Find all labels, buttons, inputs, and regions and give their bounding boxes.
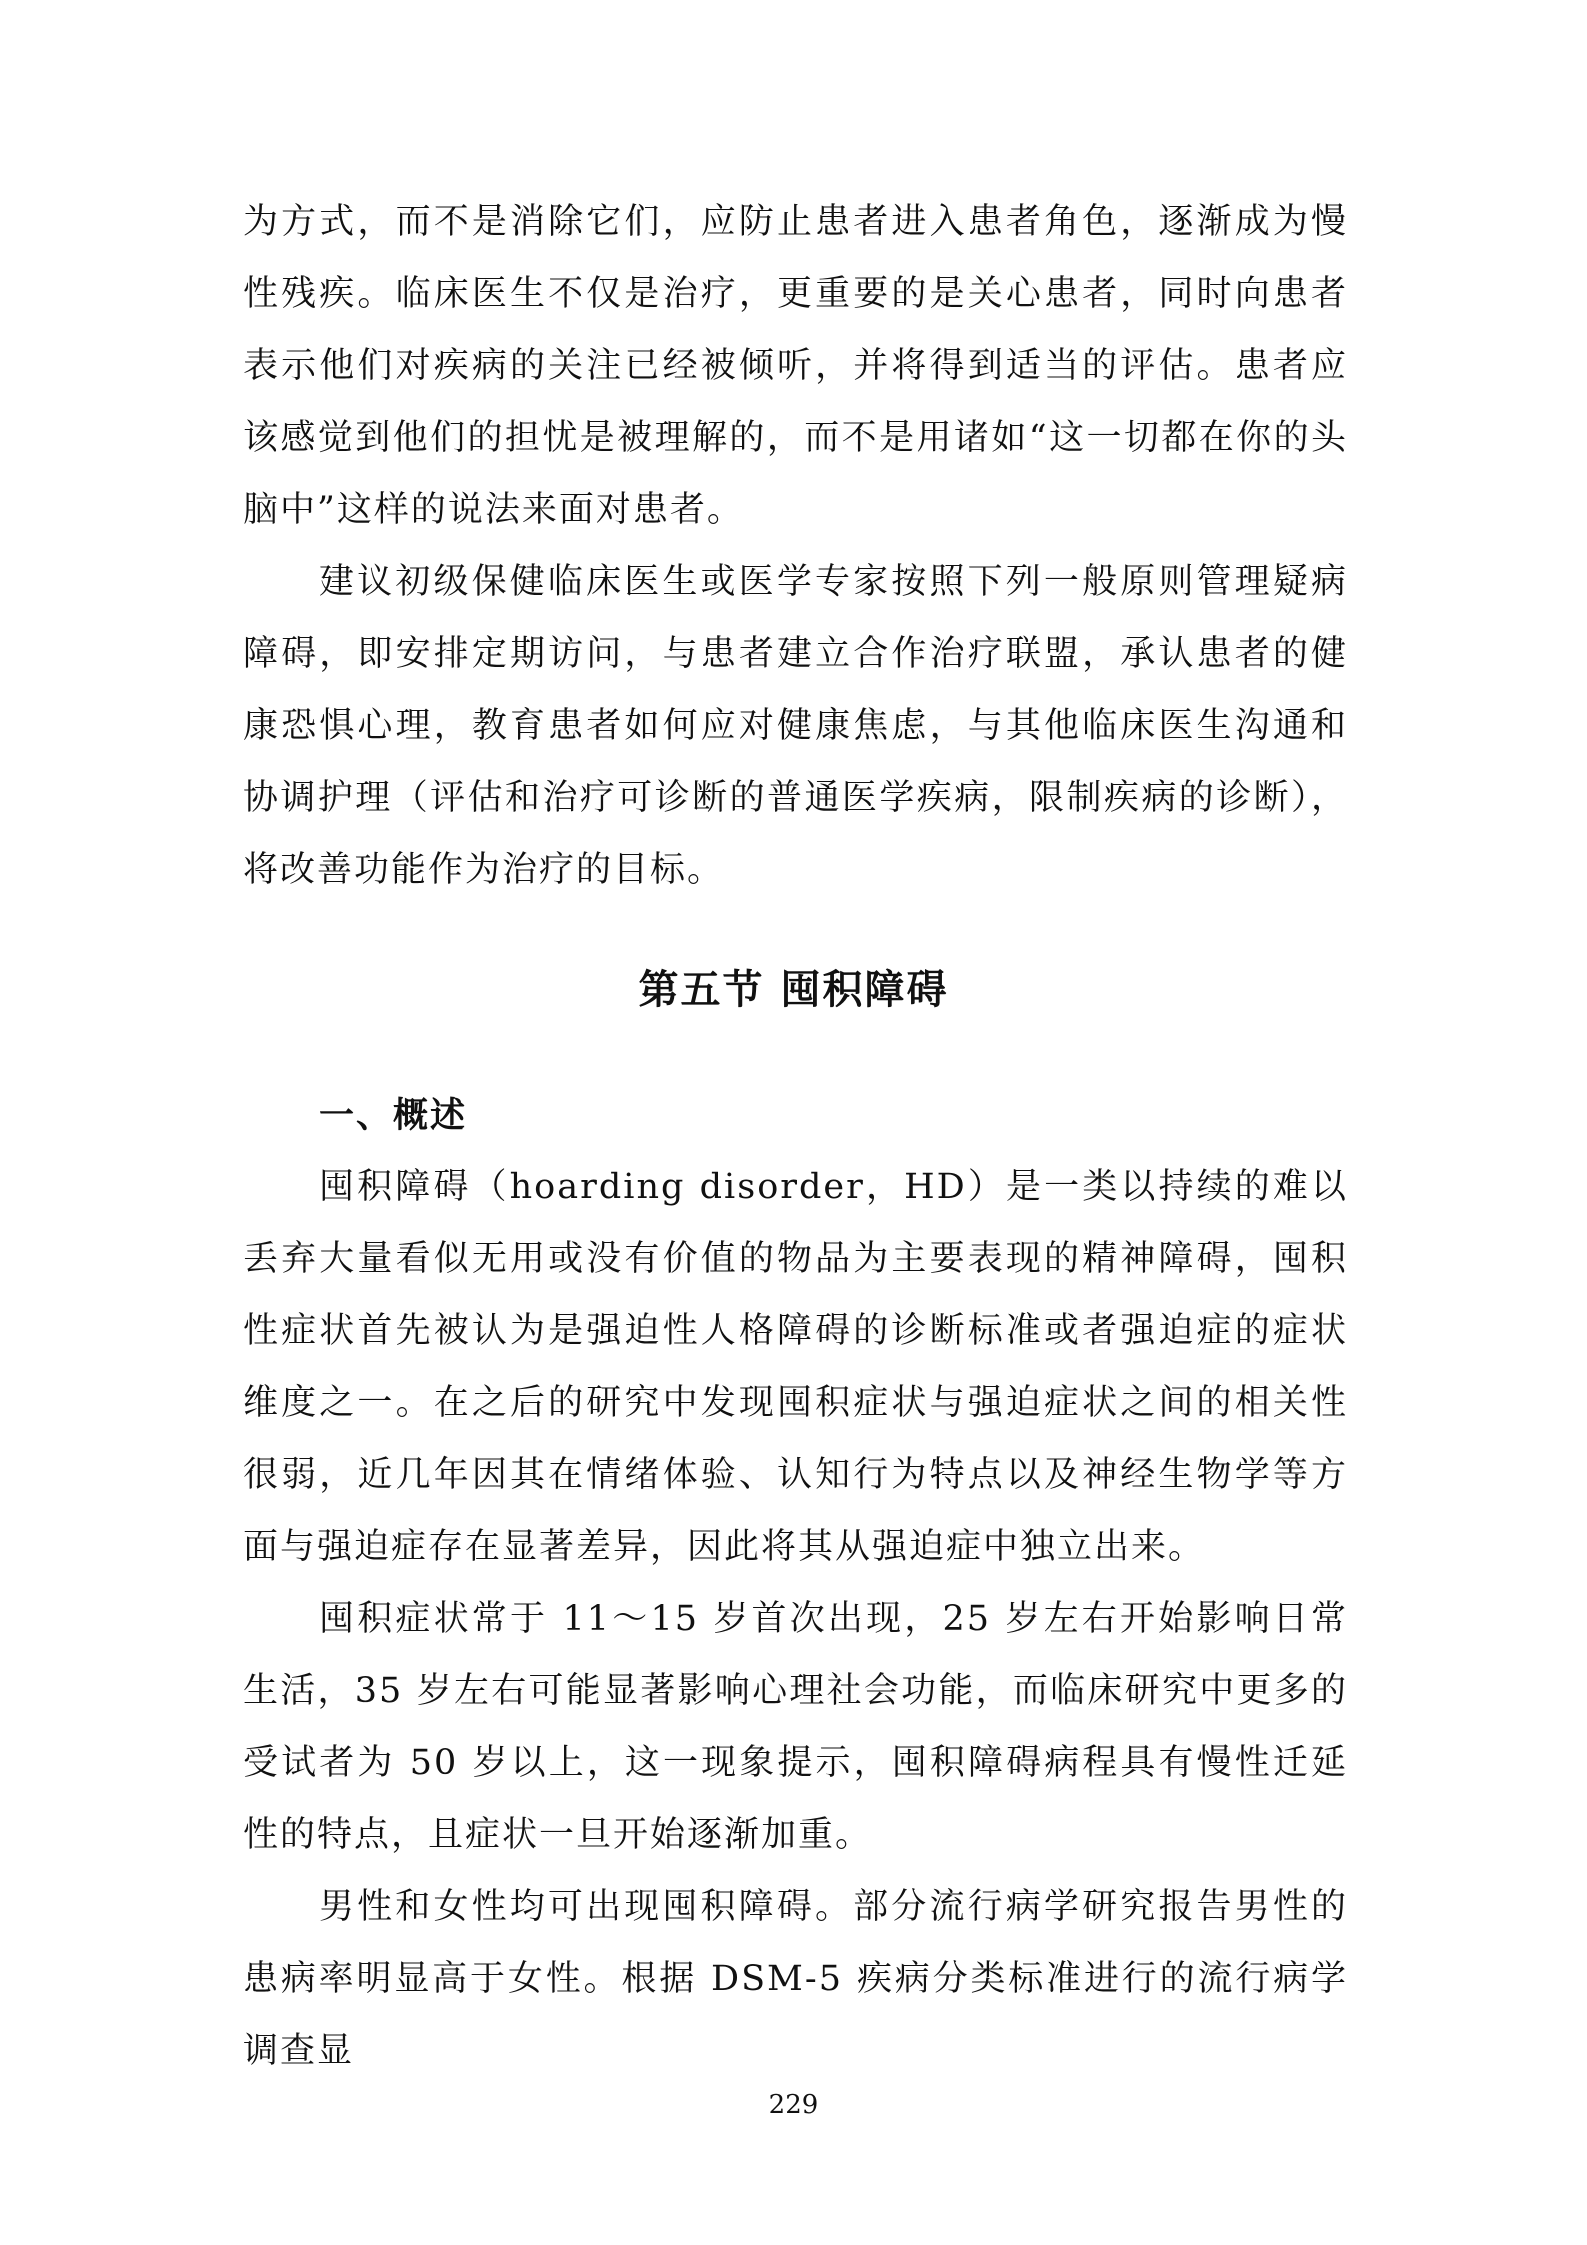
subsection-title: 一、概述 — [319, 1096, 468, 1136]
paragraph: 囤积障碍（hoarding disorder，HD）是一类以持续的难以丢弃大量看似无用或没有价值的物品为主要表现的精神障碍，囤积性症状首先被认为是强迫性人格障碍的诊断标准或者强迫症的症状维度之一。在之后的研究中发现囤积症状与强迫症状之间的相关性很弱，近几年因其在情绪体验、认知行为特点以及神经生物学等方面与强迫症存在显著差异，因此将其从强迫症中独立出来。 — [243, 1167, 1348, 1567]
paragraph-continued: 为方式，而不是消除它们，应防止患者进入患者角色，逐渐成为慢性残疾。临床医生不仅是治疗，更重要的是关心患者，同时向患者表示他们对疾病的关注已经被倾听，并将得到适当的评估。患者应该感觉到他们的担忧是被理解的，而不是用诸如“这一切都在你的头脑中”这样的说法来面对患者。 — [243, 202, 1348, 530]
section-title: 第五节 囤积障碍 — [638, 967, 949, 1013]
top-text-block — [243, 186, 1348, 906]
bottom-text-block — [243, 1151, 1348, 2087]
paragraph: 囤积症状常于 11～15 岁首次出现，25 岁左右开始影响日常生活，35 岁左右可能显著影响心理社会功能，而临床研究中更多的受试者为 50 岁以上，这一现象提示，囤积障碍病程具有慢性迁延性的特点，且症状一旦开始逐渐加重。 — [243, 1599, 1348, 1855]
paragraph: 男性和女性均可出现囤积障碍。部分流行病学研究报告男性的患病率明显高于女性。根据 DSM-5 疾病分类标准进行的流行病学调查显 — [243, 1887, 1348, 2071]
page-number: 229 — [768, 2090, 819, 2120]
paragraph: 建议初级保健临床医生或医学专家按照下列一般原则管理疑病障碍，即安排定期访问，与患者建立合作治疗联盟，承认患者的健康恐惧心理，教育患者如何应对健康焦虑，与其他临床医生沟通和协调护理（评估和治疗可诊断的普通医学疾病，限制疾病的诊断），将改善功能作为治疗的目标。 — [243, 562, 1348, 890]
